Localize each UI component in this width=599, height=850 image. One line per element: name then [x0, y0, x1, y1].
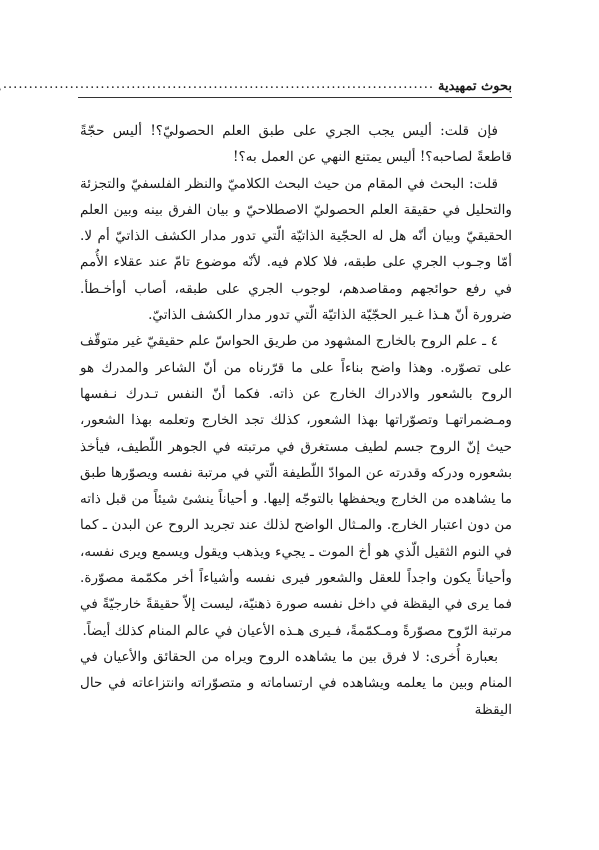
- page-number: [0, 79, 3, 94]
- paragraph-question: فإن قلت: أليس يجب الجري على طبق العلم الحصوليّ؟! أليس حجّةً قاطعةً لصاحبه؟! أليس يمتنع النهي عن العمل به؟!: [80, 123, 512, 166]
- paragraph-restatement: بعبارة أُخرى: لا فرق بين ما يشاهده الروح ويراه من الحقائق والأعيان في المنام وبين ما يعلمه ويشاهده في ارتساماته و متصوّراته وانتزاعاته في حال اليقظة: [80, 648, 512, 718]
- dot-leader: ....................................................................................: [2, 77, 435, 92]
- paragraph-point-4: ٤ ـ علم الروح بالخارج المشهود من طريق الحواسّ علم حقيقيّ غير متوقّف على تصوّره. وهذا واضح بناءاً على ما قرّرناه من أنّ الشاعر والمدرك هو الروح بالشعور والادراك الخارج عن ذاته. فكما أنّ النفس تـدرك نـفسها ومـضمراتهـا وتصوّراتها بهذا الشعور، كذلك تجد الخارج وتعلمه بهذا الشعور، حيث إنّ الروح جسم لطيف مستغرق في مرتبته في الجوهر اللّطيف، فيأخذ بشعوره ودركه وقدرته عن الموادّ اللّطيفة الّتي في مرتبة نفسه ويصوّرها طبق ما يشاهده من الخارج ويحفظها بالتوجّه إليها. و أحياناً ينشئ شيئاً من قبل ذاته من دون اعتبار الخارج. والمـثال الواضح لذلك عند تجريد الروح عن البدن ـ كما في النوم الثقيل الّذي هو أخ الموت ـ يجيء ويذهب ويقول ويسمع ويرى نفسه، وأحياناً يكون واجداً للعقل والشعور فيرى نفسه وأشياءاً أخر مكمّمة مصوّرة. فما يرى في اليقظة في داخل نفسه صورة ذهنيّة، ليست إلاّ حقيقةً خارجيّةً في مرتبة الرّوح مصوّرةً ومـكمّمةً، فـيرى هـذه الأعيان في عالم المنام كذلك أيضاً.: [80, 333, 512, 639]
- running-header: [2, 68, 512, 94]
- chapter-title: بحوث تمهيدية: [438, 79, 512, 94]
- paragraph-answer: قلت: البحث في المقام من حيث البحث الكلاميّ والنظر الفلسفيّ والتجزئة والتحليل في حقيقة العلم الحصوليّ الاصطلاحيّ و بيان الفرق بينه وبين العلم الحقيقيّ وبيان أنّه هل له الحجّية الذاتيّة الّتي تدور مدار الكشف الذاتيّ أم لا. أمّا وجـوب الجري على طبقه، فلا كلام فيه. لأنّه موضوع تامّ عند عقلاء الأُمم في رفع حوائجهم ومقاصدهم، لوجوب الجري على طبقه، أصاب أوأخـطأ. ضرورة أنّ هـذا غـير الحجّيّة الذاتيّة الّتي تدور مدار الكشف الذاتيّ.: [80, 175, 512, 324]
- header-rule: [78, 97, 512, 98]
- body-text: [80, 118, 512, 723]
